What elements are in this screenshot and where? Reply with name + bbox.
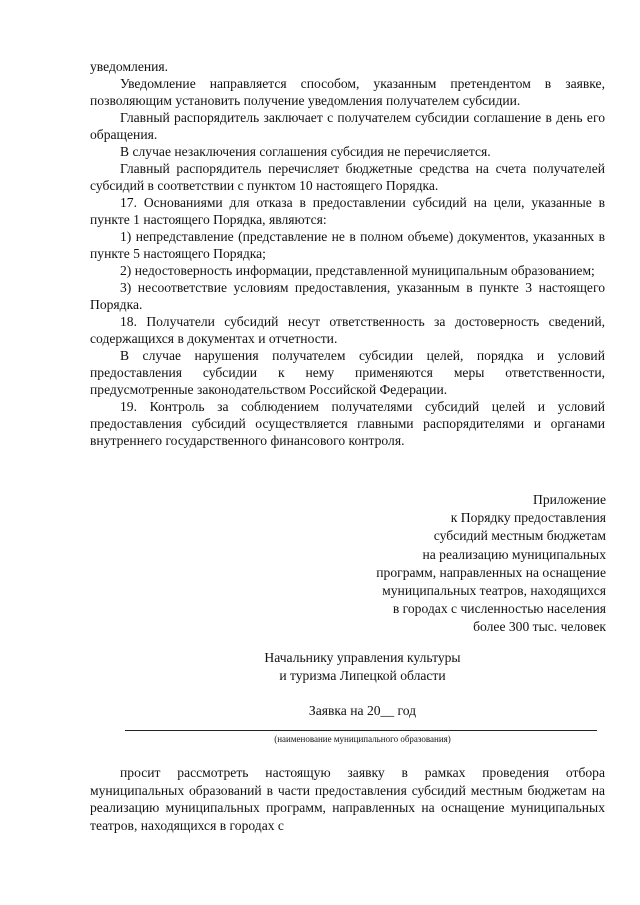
fill-in-line xyxy=(125,730,597,731)
paragraph: 19. Контроль за соблюдением получателями субсидий целей и условий предоставления субсидий осуществляется главными распорядителями и органами внутреннего государственного финансового контроля. xyxy=(90,399,605,448)
appendix-line: субсидий местным бюджетам xyxy=(433,528,606,544)
paragraph: 3) несоответствие условиям предоставления, указанным в пункте 3 настоящего Порядка. xyxy=(90,280,605,312)
appendix-line: более 300 тыс. человек xyxy=(473,619,606,635)
addressee-line: Начальнику управления культуры xyxy=(264,650,461,665)
paragraph: Главный распорядитель перечисляет бюджетные средства на счета получателей субсидий в соответствии с пунктом 10 настоящего Порядка. xyxy=(90,161,605,193)
appendix-header xyxy=(246,491,606,637)
application-title: Заявка на 20__ год xyxy=(308,703,417,718)
paragraph: 1) непредставление (представление не в полном объеме) документов, указанных в пункте 5 настоящего Порядка; xyxy=(90,229,605,261)
addressee-block xyxy=(90,649,635,685)
request-block xyxy=(90,764,605,834)
appendix-line: программ, направленных на оснащение xyxy=(376,564,606,580)
paragraph: уведомления. xyxy=(90,59,169,74)
appendix-line: муниципальных театров, находящихся xyxy=(382,583,606,599)
appendix-line: Приложение xyxy=(533,492,606,507)
appendix-line: к Порядку предоставления xyxy=(450,510,606,526)
appendix-line: в городах с численностью населения xyxy=(392,601,606,617)
paragraph: 17. Основаниями для отказа в предоставлении субсидий на цели, указанные в пункте 1 настоящего Порядка, являются: xyxy=(90,195,605,227)
paragraph: В случае нарушения получателем субсидии целей, порядка и условий предоставления субсидии к нему применяются меры ответственности, предусмотренные законодательством Российской Федерации. xyxy=(90,348,605,397)
addressee-line: и туризма Липецкой области xyxy=(279,668,446,683)
paragraph: 2) недостоверность информации, представленной муниципальным образованием; xyxy=(120,263,595,278)
document-body xyxy=(90,58,605,449)
request-paragraph: просит рассмотреть настоящую заявку в рамках проведения отбора муниципальных образований в части предоставления субсидий местным бюджетам на реализацию муниципальных программ, направленных на оснащение муниципальных театров, находящихся в городах с xyxy=(90,765,605,833)
appendix-line: на реализацию муниципальных xyxy=(422,546,606,562)
paragraph: Уведомление направляется способом, указанным претендентом в заявке, позволяющим установить получение уведомления получателем субсидии. xyxy=(90,76,605,108)
paragraph: Главный распорядитель заключает с получателем субсидии соглашение в день его обращения. xyxy=(90,110,605,142)
fill-in-caption: (наименование муниципального образования) xyxy=(274,734,451,744)
paragraph: 18. Получатели субсидий несут ответственность за достоверность сведений, содержащихся в документах и отчетности. xyxy=(90,314,605,346)
paragraph: В случае незаключения соглашения субсидия не перечисляется. xyxy=(120,144,491,159)
